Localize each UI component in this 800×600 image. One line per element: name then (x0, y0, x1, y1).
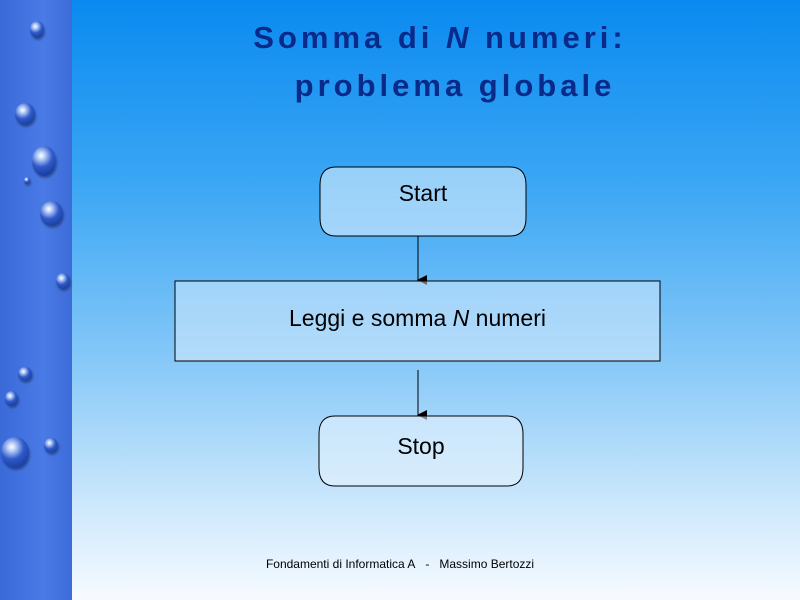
process-label: Leggi e somma N numeri (289, 305, 546, 331)
title-line-2: problema globale (294, 68, 616, 103)
title-line-1: Somma di N numeri: (253, 20, 627, 55)
start-label: Start (398, 180, 448, 206)
stop-label: Stop (397, 433, 445, 459)
slide-footer (0, 557, 800, 571)
process-variable-n: N (452, 305, 470, 331)
title-variable-n: N (446, 20, 473, 55)
footer-author: Massimo Bertozzi (439, 557, 535, 571)
footer-course: Fondamenti di Informatica A (265, 557, 416, 571)
footer-separator: - (425, 557, 430, 571)
